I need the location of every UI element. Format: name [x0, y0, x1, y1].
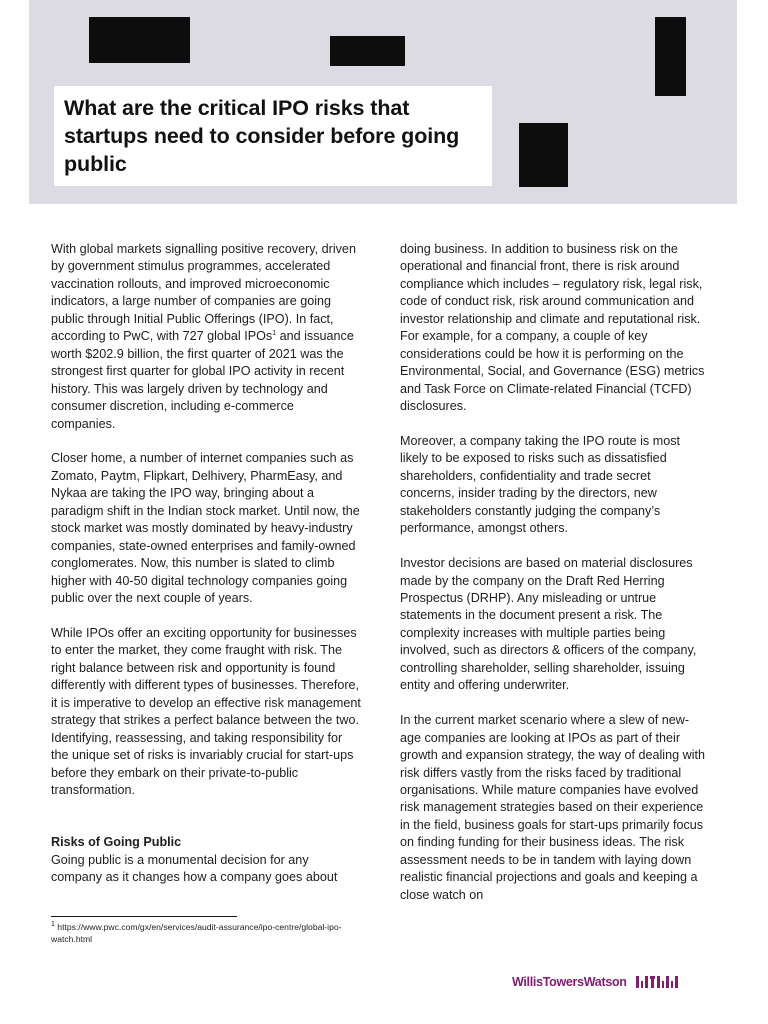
wtw-logo-icon	[636, 975, 680, 989]
redaction-block	[89, 17, 190, 63]
redaction-block	[655, 17, 686, 96]
redaction-block	[330, 36, 405, 66]
body-paragraph: doing business. In addition to business risk on the operational and financial front, there is risk around compliance which includes – regulatory risk, legal risk, code of conduct risk, risk around communication and investor relationship and climate and reputational risk. For example, for a company, a couple of key considerations could be how it is performing on the Environmental, Social, and Governance (ESG) metrics and Task Force on Climate-related Financial (TCFD) disclosures.	[400, 242, 705, 414]
body-paragraph: Moreover, a company taking the IPO route is most likely to be exposed to risks such as dissatisfied shareholders, confidentiality and trade secret concerns, insider trading by the directors, new stakeholders constantly judging the company’s performance, amongst others.	[400, 433, 680, 536]
right-column	[400, 241, 705, 904]
title-box	[54, 86, 492, 186]
section-heading: Risks of Going Public	[51, 835, 182, 850]
body-paragraph: Investor decisions are based on material disclosures made by the company on the Draft Red Herring Prospectus (DRHP). Any misleading or untrue statements in the document present a risk. The complexity increases with multiple parties being involved, such as directors & officers of the company, controlling shareholder, selling shareholder, issuing entity and offering underwriter.	[400, 556, 697, 693]
body-paragraph: Closer home, a number of internet companies such as Zomato, Paytm, Flipkart, Delhivery, PharmEasy, and Nykaa are taking the IPO way, bringing about a paradigm shift in the Indian stock market. Until now, the stock market was mostly dominated by heavy-industry companies, state-owned enterprises and family-owned conglomerates. Now, this number is slated to climb higher with 40-50 digital technology companies going public over the next couple of years.	[51, 451, 360, 606]
footnote-url: https://www.pwc.com/gx/en/services/audit-assurance/ipo-centre/global-ipo-watch.html	[51, 922, 342, 944]
footnote	[51, 922, 351, 945]
brand-logo	[512, 974, 680, 990]
left-column	[51, 241, 361, 887]
paragraph-text: With global markets signalling positive recovery, driven by government stimulus programmes, accelerated vaccination rollouts, and improved microeconomic indicators, a large number of companies are going public through Initial Public Offerings (IPO). In fact, according to PwC, with 727 global IPOs	[51, 242, 356, 344]
body-paragraph: While IPOs offer an exciting opportunity for businesses to enter the market, they come fraught with risk. The right balance between risk and opportunity is found differently with different types of businesses. Therefore, it is imperative to develop an effective risk management strategy that strikes a perfect balance between the two. Identifying, reassessing, and taking responsibility for the unique set of risks is invariably crucial for start-ups before they embark on their private-to-public transformation.	[51, 625, 361, 798]
body-paragraph: In the current market scenario where a slew of new-age companies are looking at IPOs as part of their growth and expansion strategy, the way of dealing with risk differs vastly from the risks faced by traditional organisations. While mature companies have evolved risk management strategies based on their experience in the field, business goals for start-ups primarily focus on finding funding for their business ideas. The risk assessment needs to be in tandem with laying down realistic financial projections and goals and keeping a close watch on	[400, 713, 705, 902]
brand-name: WillisTowersWatson	[512, 975, 627, 989]
footnote-divider	[51, 916, 237, 917]
footnote-reference: 1	[272, 330, 277, 338]
paragraph-text: and issuance worth $202.9 billion, the first quarter of 2021 was the strongest first quarter for global IPO activity in recent history. This was largely driven by technology and consumer discretion, including e-commerce companies.	[51, 329, 354, 431]
redaction-block	[519, 123, 568, 187]
page-title: What are the critical IPO risks that startups need to consider before going public	[64, 96, 460, 176]
body-paragraph: Going public is a monumental decision for any company as it changes how a company goes about	[51, 852, 338, 885]
body-paragraph	[51, 241, 361, 433]
footnote-mark: 1	[51, 921, 55, 929]
